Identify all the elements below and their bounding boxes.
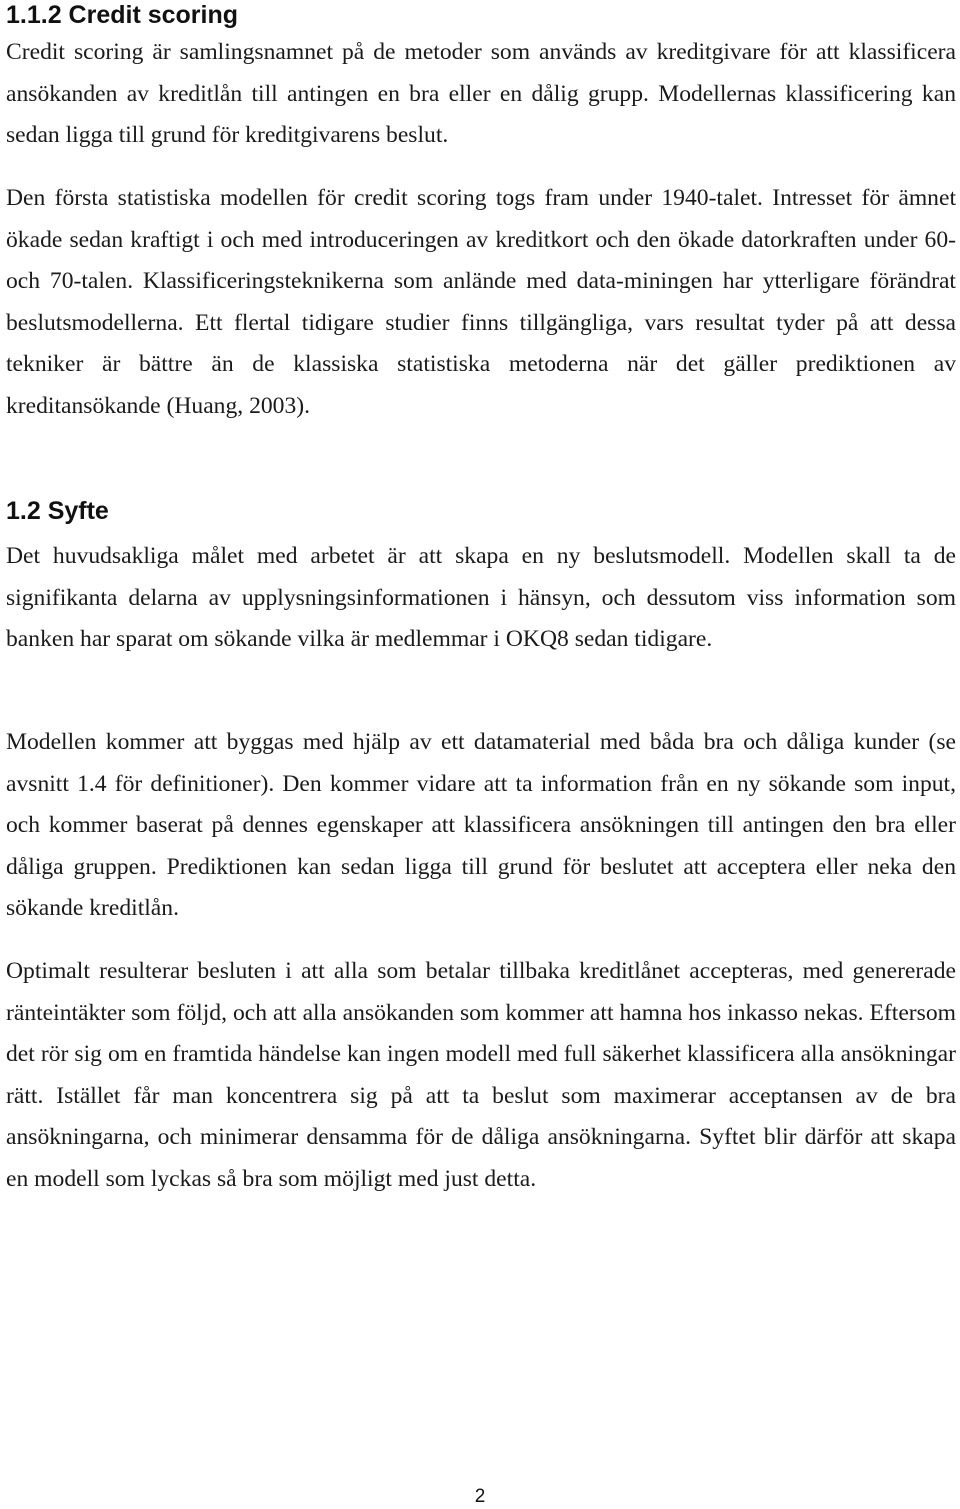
- paragraph-syfte-model: Modellen kommer att byggas med hjälp av ett datamaterial med båda bra och dåliga kunder (se avsnitt 1.4 för definitioner). Den kommer vidare att ta information från en ny sökande som input, och kommer baserat på dennes egenskaper att klassificera ansökningen till antingen den bra eller dåliga gruppen. Prediktionen kan sedan ligga till grund för beslutet att acceptera eller neka den sökande kreditlån.: [6, 729, 956, 921]
- section-heading-syfte: 1.2 Syfte: [6, 497, 109, 525]
- paragraph-syfte-optimal: Optimalt resulterar besluten i att alla som betalar tillbaka kreditlånet accepteras, med genererade ränteintäkter som följd, och att alla ansökanden som kommer att hamna hos inkasso nekas. Eftersom det rör sig om en framtida händelse kan ingen modell med full säkerhet klassificera alla ansökningar rätt. Istället får man koncentrera sig på att ta beslut som maximerar acceptansen av de bra ansökningarna, och minimerar densamma för de dåliga ansökningarna. Syftet blir därför att skapa en modell som lyckas så bra som möjligt med just detta.: [6, 958, 956, 1192]
- paragraph-syfte-goal: Det huvudsakliga målet med arbetet är att skapa en ny beslutsmodell. Modellen skall ta de signifikanta delarna av upplysningsinformationen i hänsyn, och dessutom viss information som banken har sparat om sökande vilka är medlemmar i OKQ8 sedan tidigare.: [6, 543, 956, 652]
- page-number: 2: [474, 1486, 486, 1507]
- section-heading-credit-scoring: 1.1.2 Credit scoring: [6, 1, 239, 29]
- paragraph-credit-scoring-history: Den första statistiska modellen för credit scoring togs fram under 1940-talet. Intresset för ämnet ökade sedan kraftigt i och med introduceringen av kreditkort och den ökade datorkraften under 60- och 70-talen. Klassificeringsteknikerna som anlände med data-miningen har ytterligare förändrat beslutsmodellerna. Ett flertal tidigare studier finns tillgängliga, vars resultat tyder på att dessa tekniker är bättre än de klassiska statistiska metoderna när det gäller prediktionen av kreditansökande (Huang, 2003).: [6, 185, 956, 419]
- paragraph-credit-scoring-intro: Credit scoring är samlingsnamnet på de metoder som används av kreditgivare för att klassificera ansökanden av kreditlån till antingen en bra eller en dålig grupp. Modellernas klassificering kan sedan ligga till grund för kreditgivarens beslut.: [6, 39, 956, 148]
